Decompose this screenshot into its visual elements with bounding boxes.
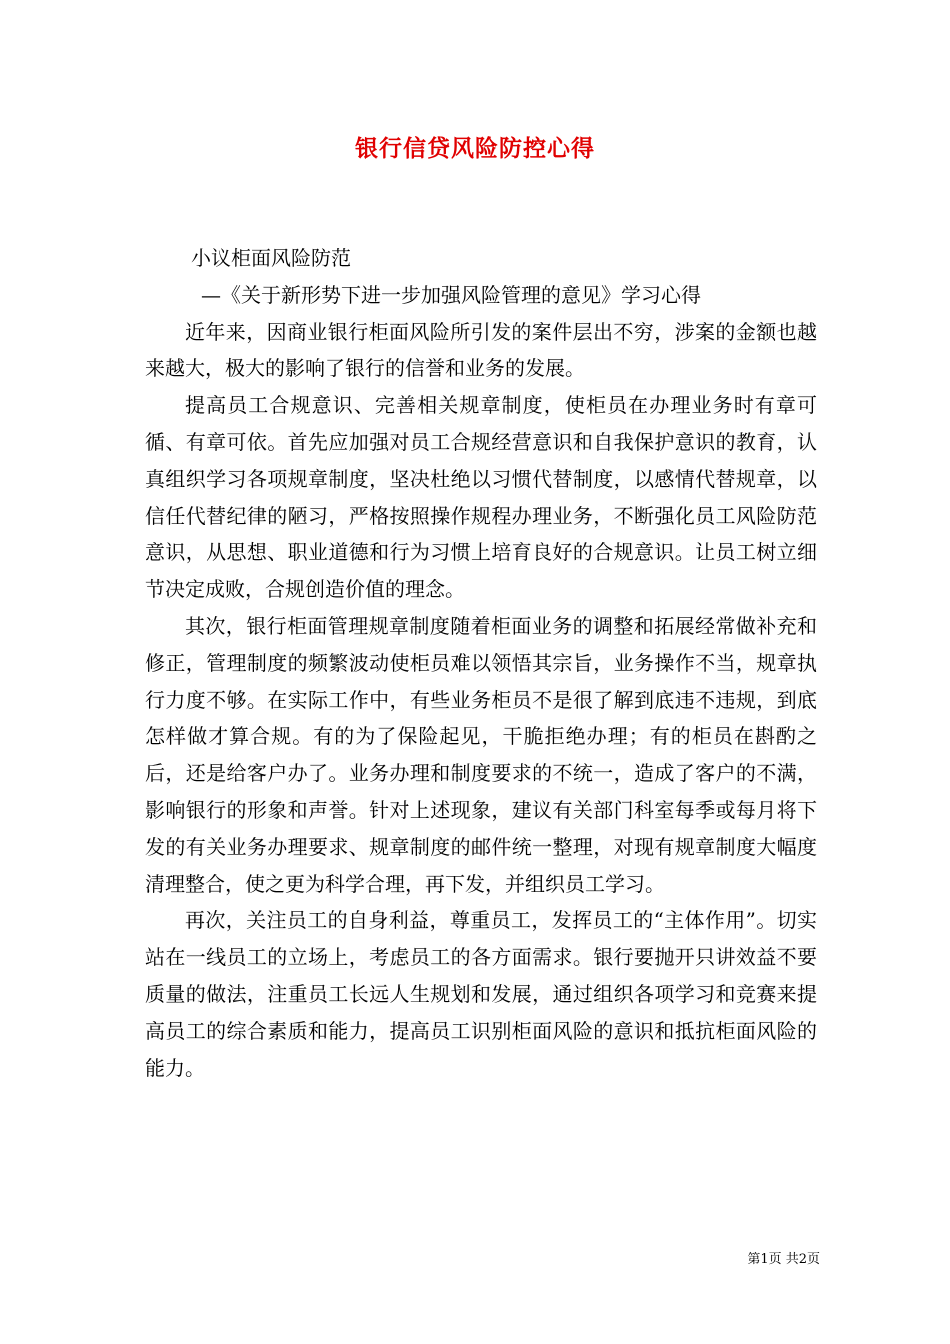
subtitle-line-2: —《关于新形势下进一步加强风险管理的意见》学习心得 (201, 282, 701, 307)
document-body (145, 240, 817, 1086)
paragraph-3: 其次，银行柜面管理规章制度随着柜面业务的调整和拓展经常做补充和修正，管理制度的频繁波动使柜员难以领悟其宗旨，业务操作不当，规章执行力度不够。在实际工作中，有些业务柜员不是很了解到底违不违规，到底怎样做才算合规。有的为了保险起见，干脆拒绝办理；有的柜员在斟酌之后，还是给客户办了。业务办理和制度要求的不统一，造成了客户的不满，影响银行的形象和声誉。针对上述现象，建议有关部门科室每季或每月将下发的有关业务办理要求、规章制度的邮件统一整理，对现有规章制度大幅度清理整合，使之更为科学合理，再下发，并组织员工学习。 (145, 613, 817, 896)
page-title: 银行信贷风险防控心得 (355, 135, 595, 162)
paragraph-2: 提高员工合规意识、完善相关规章制度，使柜员在办理业务时有章可循、有章可依。首先应加强对员工合规经营意识和自我保护意识的教育，认真组织学习各项规章制度，坚决杜绝以习惯代替制度，以感情代替规章，以信任代替纪律的陋习，严格按照操作规程办理业务，不断强化员工风险防范意识，从思想、职业道德和行为习惯上培育良好的合规意识。让员工树立细节决定成败，合规创造价值的理念。 (145, 393, 817, 602)
paragraph-4: 再次，关注员工的自身利益，尊重员工，发挥员工的“主体作用”。切实站在一线员工的立场上，考虑员工的各方面需求。银行要抛开只讲效益不要质量的做法，注重员工长远人生规划和发展，通过组织各项学习和竞赛来提高员工的综合素质和能力，提高员工识别柜面风险的意识和抵抗柜面风险的能力。 (145, 908, 817, 1080)
page-indicator: 第1页 共2页 (747, 1252, 820, 1267)
subtitle: 小议柜面风险防范 (191, 246, 351, 270)
paragraph-1: 近年来，因商业银行柜面风险所引发的案件层出不穷，涉案的金额也越来越大，极大的影响了银行的信誉和业务的发展。 (145, 319, 817, 381)
